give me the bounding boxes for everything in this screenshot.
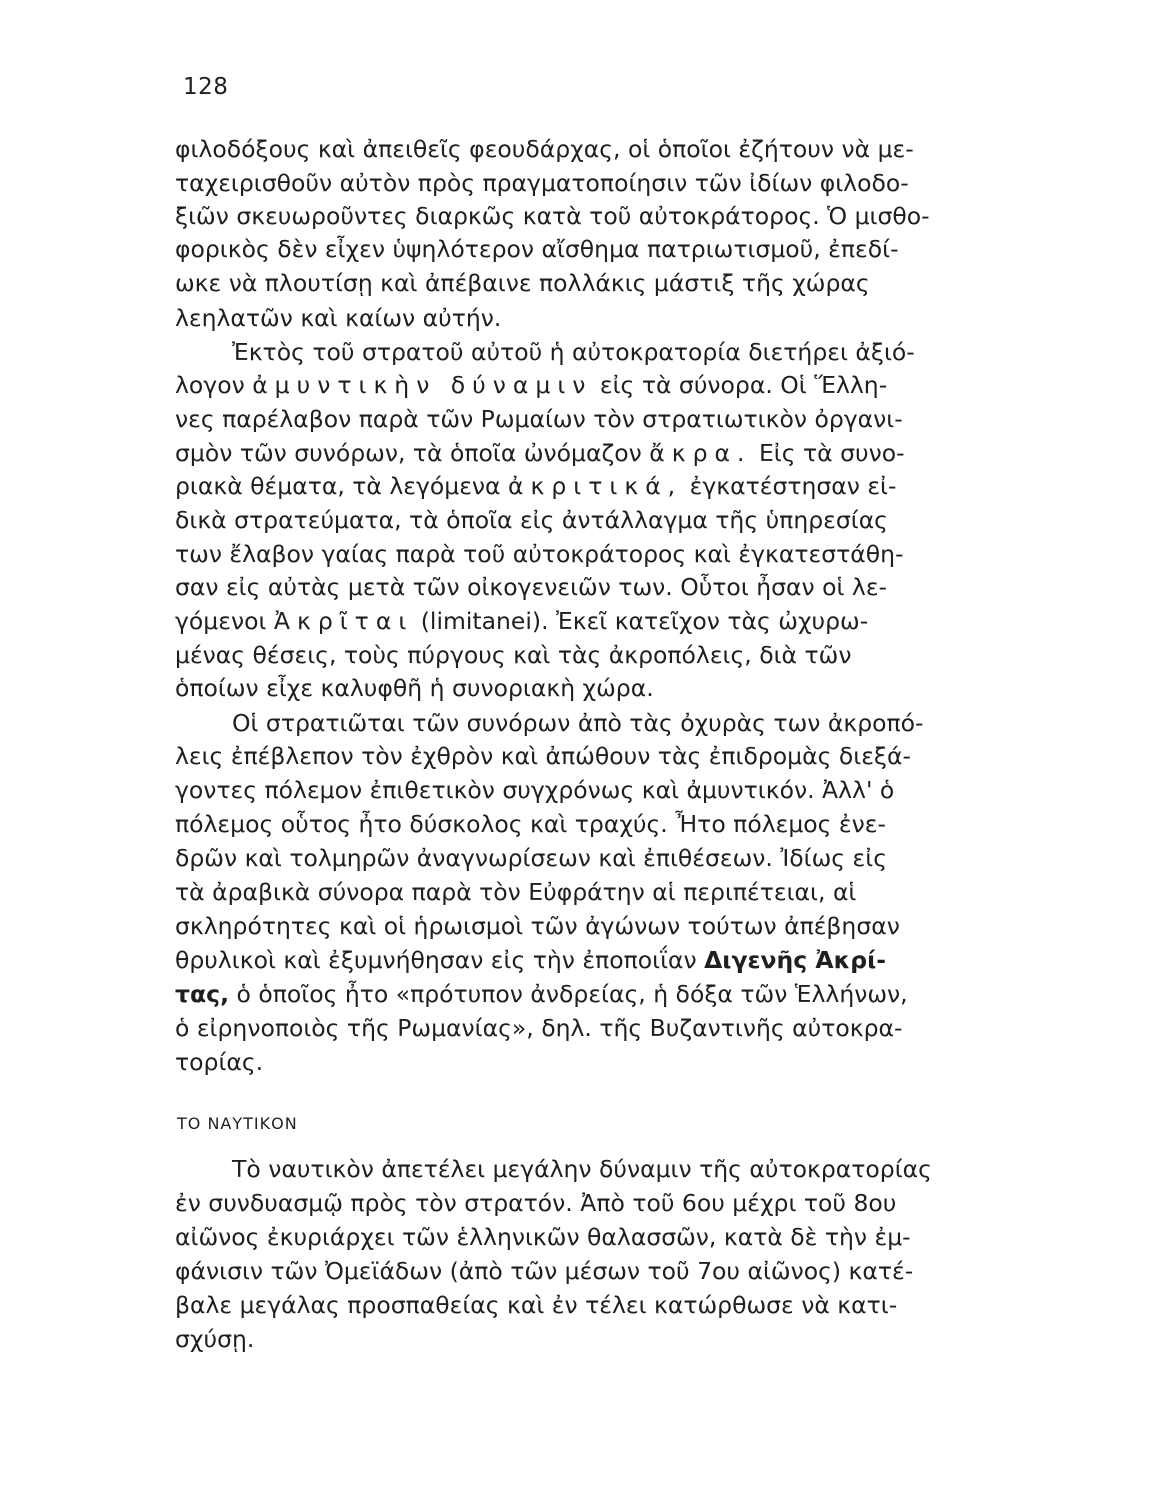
line-text: πόλεμος οὗτος ἦτο δύσκολος καὶ τραχύς. Ἦτο πόλεμος ἐνε- [175, 810, 886, 838]
text-line [175, 538, 904, 570]
text-line [175, 403, 903, 435]
bold-emphasis: Διγενῆς Ἀκρί- [704, 946, 887, 974]
line-text: λογον [175, 371, 245, 399]
text-line [232, 1153, 932, 1185]
spaced-emphasis: ἀκριτικά, [508, 472, 683, 500]
line-text: ἐν συνδυασμῷ πρὸς τὸν στρατόν. Ἀπὸ τοῦ 6ου μέχρι τοῦ 8ου [175, 1189, 897, 1217]
text-line [175, 302, 501, 334]
text-line [175, 1012, 903, 1044]
text-line [175, 1323, 254, 1355]
bold-emphasis: τας, [175, 980, 229, 1008]
text-line [175, 571, 887, 603]
line-text: τορίας. [175, 1048, 264, 1076]
text-line [232, 707, 924, 739]
text-line [175, 1289, 897, 1321]
line-text: λεις ἐπέβλεπον τὸν ἐχθρὸν καὶ ἀπώθουν τὰς ἐπιδρομὰς διεξά- [175, 742, 911, 770]
spaced-emphasis: ἄκρα. [649, 439, 752, 467]
line-text: γόμενοι [175, 607, 267, 635]
line-text: ὁ ὁποῖος ἦτο «πρότυπον ἀνδρείας, ἡ δόξα τῶν Ἑλλήνων, [236, 980, 908, 1008]
text-line [232, 336, 915, 368]
line-text: Εἰς τὰ συνο- [758, 439, 905, 467]
line-text: Τὸ ναυτικὸν ἀπετέλει μεγάλην δύναμιν τῆς αὐτοκρατορίας [232, 1155, 932, 1183]
line-text: ριακὰ θέματα, τὰ λεγόμενα [175, 472, 501, 500]
text-line [175, 267, 870, 299]
text-line [175, 876, 856, 908]
text-line [175, 808, 886, 840]
line-text: φιλοδόξους καὶ ἀπειθεῖς φεουδάρχας, οἱ ὁποῖοι ἐζήτουν νὰ με- [175, 135, 914, 163]
line-text: ἐγκατέστησαν εἰ- [689, 472, 897, 500]
line-text: εἰς τὰ σύνορα. Οἱ Ἕλλη- [599, 371, 888, 399]
line-text: ὁ εἰρηνοποιὸς τῆς Ρωμανίας», δηλ. τῆς Βυζαντινῆς αὐτοκρα- [175, 1014, 903, 1042]
spaced-emphasis: Ἀκρῖται [273, 607, 414, 635]
line-text: νες παρέλαβον παρὰ τῶν Ρωμαίων τὸν στρατιωτικὸν ὀργανι- [175, 405, 903, 433]
line-text: Ἐκτὸς τοῦ στρατοῦ αὐτοῦ ἡ αὐτοκρατορία διετήρει ἀξιό- [232, 338, 915, 366]
text-line [175, 740, 911, 772]
text-line [175, 1187, 896, 1219]
text-line [175, 944, 886, 976]
page-number: 128 [183, 74, 229, 100]
text-line [175, 167, 909, 199]
line-text: μένας θέσεις, τοὺς πύργους καὶ τὰς ἀκροπόλεις, διὰ τῶν [175, 641, 852, 669]
section-heading: ΤΟ ΝΑΥΤΙΚΟΝ [177, 1114, 298, 1133]
text-line [175, 233, 899, 265]
line-text: αἰῶνος ἐκυριάρχει τῶν ἑλληνικῶν θαλασσῶν, κατὰ δὲ τὴν ἐμ- [175, 1223, 911, 1251]
text-line [175, 1046, 263, 1078]
text-line [175, 1255, 913, 1287]
line-text: ὁποίων εἶχε καλυφθῆ ἡ συνοριακὴ χώρα. [175, 674, 654, 702]
text-line [175, 1221, 911, 1253]
line-text: ξιῶν σκευωροῦντες διαρκῶς κατὰ τοῦ αὐτοκράτορος. Ὁ μισθο- [175, 202, 930, 230]
line-text: σχύσῃ. [175, 1325, 255, 1353]
text-line [175, 133, 1125, 165]
text-line [175, 672, 654, 704]
line-text: δικὰ στρατεύματα, τὰ ὁποῖα εἰς ἀντάλλαγμα τῆς ὑπηρεσίας [175, 506, 888, 534]
text-line [175, 437, 905, 469]
line-text: φάνισιν τῶν Ὀμεϊάδων (ἀπὸ τῶν μέσων τοῦ 7ου αἰῶνος) κατέ- [175, 1257, 914, 1285]
line-text: θρυλικοὶ καὶ ἐξυμνήθησαν εἰς τὴν ἐποποιΐαν [175, 946, 697, 974]
line-text: γοντες πόλεμον ἐπιθετικὸν συγχρόνως καὶ ἀμυντικόν. Ἀλλ' ὁ [175, 776, 895, 804]
line-text: (limitanei). Ἐκεῖ κατεῖχον τὰς ὠχυρω- [420, 607, 869, 635]
text-line [175, 842, 887, 874]
text-line [175, 639, 851, 671]
text-line [175, 605, 868, 637]
line-text: ωκε νὰ πλουτίσῃ καὶ ἀπέβαινε πολλάκις μάστιξ τῆς χώρας [175, 269, 870, 297]
text-line [175, 774, 894, 806]
text-line [175, 910, 900, 942]
line-text: λεηλατῶν καὶ καίων αὐτήν. [175, 304, 502, 332]
text-line [175, 470, 897, 502]
text-line [175, 978, 908, 1010]
line-text: σκληρότητες καὶ οἱ ἡρωισμοὶ τῶν ἀγώνων τούτων ἀπέβησαν [175, 912, 900, 940]
line-text: φορικὸς δὲν εἶχεν ὑψηλότερον αἴσθημα πατριωτισμοῦ, ἐπεδί- [175, 235, 899, 263]
line-text: δρῶν καὶ τολμηρῶν ἀναγνωρίσεων καὶ ἐπιθέσεων. Ἰδίως εἰς [175, 844, 887, 872]
line-text: ταχειρισθοῦν αὐτὸν πρὸς πραγματοποίησιν τῶν ἰδίων φιλοδο- [175, 169, 909, 197]
line-text: Οἱ στρατιῶται τῶν συνόρων ἀπὸ τὰς ὀχυρὰς των ἀκροπό- [232, 709, 924, 737]
text-line [175, 504, 888, 536]
text-line [175, 200, 930, 232]
text-line [175, 369, 887, 401]
line-text: των ἔλαβον γαίας παρὰ τοῦ αὐτοκράτορος καὶ ἐγκατεστάθη- [175, 540, 904, 568]
line-text: τὰ ἀραβικὰ σύνορα παρὰ τὸν Εὐφράτην αἱ περιπέτειαι, αἱ [175, 878, 857, 906]
spaced-emphasis: ἀμυντικὴν δύναμιν [252, 371, 593, 399]
line-text: σαν εἰς αὐτὰς μετὰ τῶν οἰκογενειῶν των. Οὗτοι ἦσαν οἱ λε- [175, 573, 887, 601]
line-text: σμὸν τῶν συνόρων, τὰ ὁποῖα ὠνόμαζον [175, 439, 642, 467]
line-text: βαλε μεγάλας προσπαθείας καὶ ἐν τέλει κατώρθωσε νὰ κατι- [175, 1291, 898, 1319]
